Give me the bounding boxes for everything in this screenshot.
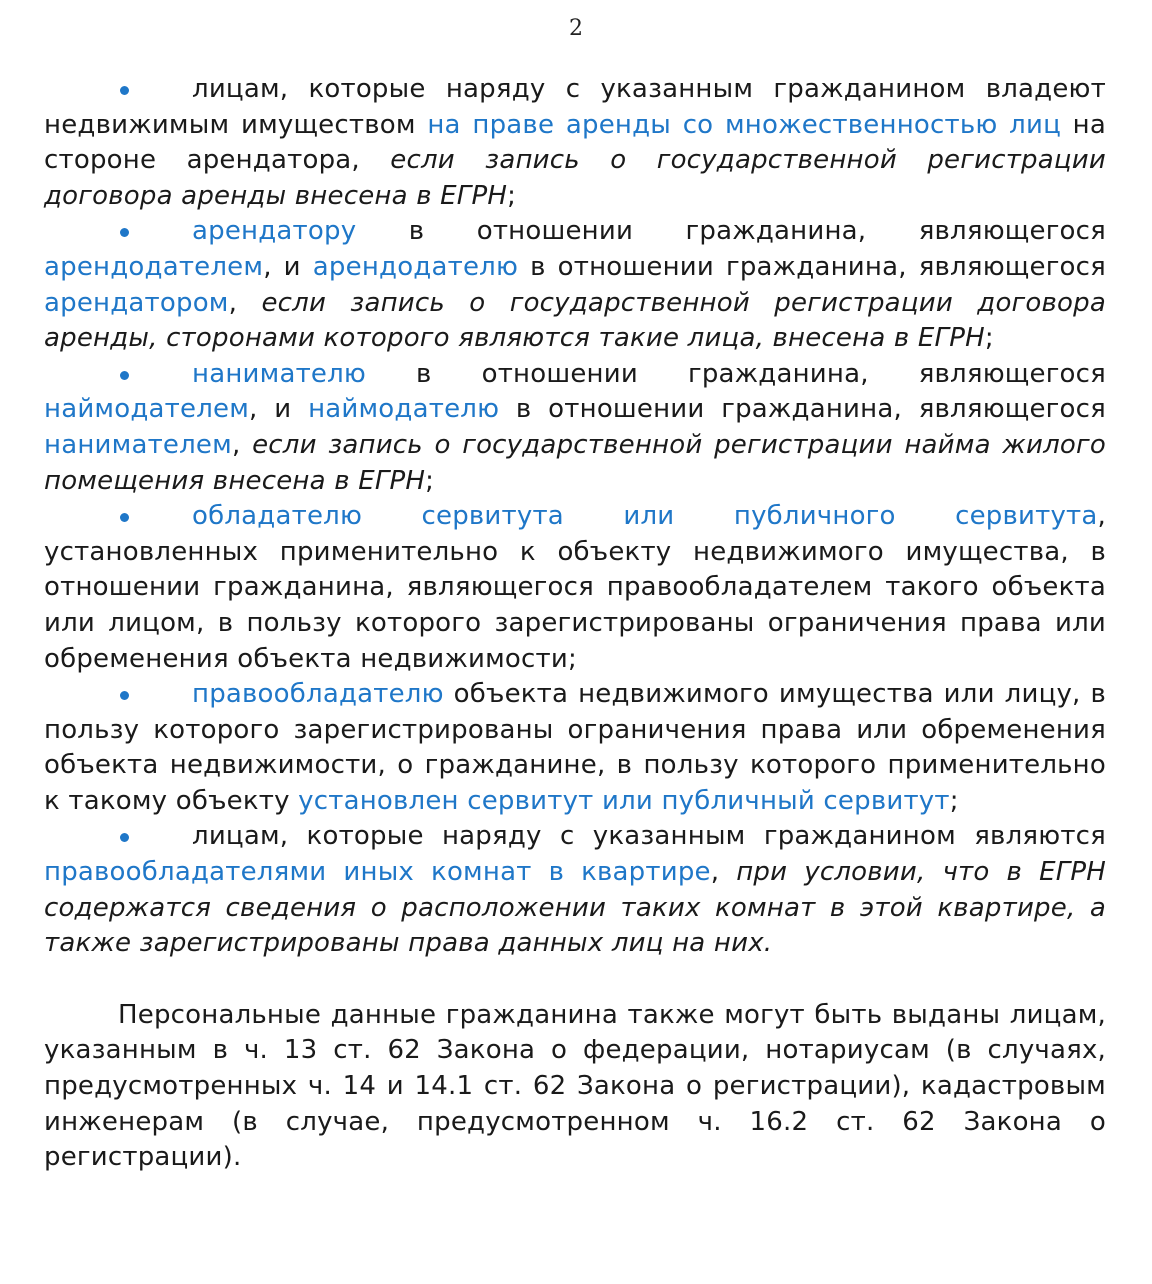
bullet-list [44, 72, 1106, 962]
bullet-seg: ; [949, 785, 959, 816]
highlight-term: наймодателю [308, 394, 500, 425]
bullet-seg: ; [507, 180, 517, 211]
bullet-seg: , [228, 287, 262, 318]
italic-condition: при условии, что в ЕГРН содержатся сведения о расположении таких комнат в этой квартире, а также зарегистрированы права данных лиц на них. [44, 857, 1107, 959]
bullet-dot-icon [120, 371, 129, 380]
highlight-term: наймодателем [44, 394, 250, 425]
highlight-term: правообладателю [192, 679, 444, 710]
bullet-seg: в отношении гражданина, являющегося [366, 358, 1106, 389]
highlight-term: правообладателями иных комнат в квартире [44, 857, 711, 888]
highlight-term: обладателю сервитута или публичного сервитута [192, 501, 1098, 532]
italic-condition: если запись о государственной регистрации договора аренды внесена в ЕГРН [44, 145, 1106, 211]
italic-condition: если запись о государственной регистрации договора аренды, сторонами которого являются такие лица, внесена в ЕГРН [44, 287, 1106, 354]
highlight-term: арендодателем [44, 251, 264, 282]
bullet-dot-icon [120, 833, 129, 842]
bullet-seg: , и [249, 394, 309, 425]
bullet-seg: в отношении гражданина, являющегося [499, 394, 1106, 425]
bullet-dot-icon [120, 86, 129, 95]
bullet-seg: , установленных применительно к объекту недвижимого имущества, в отношении гражданина, являющегося правообладателем такого объекта или лицом, в пользу которого зарегистрированы ограничения права или обременения объекта недвижимости; [44, 501, 1106, 674]
highlight-term: нанимателю [192, 358, 367, 389]
highlight-term: арендатору [192, 216, 357, 247]
bullet-seg: лицам, которые наряду с указанным гражданином владеют недвижимым имуществом [44, 74, 1106, 140]
highlight-term: установлен сервитут или публичный сервитут [298, 785, 950, 816]
bullet-item [44, 72, 1106, 214]
highlight-term: на праве аренды со множественностью лиц [427, 109, 1061, 140]
highlight-term: арендатором [44, 287, 229, 318]
highlight-term: арендодателю [312, 251, 519, 282]
document-body [44, 72, 1106, 1176]
bullet-seg: в отношении гражданина, являющегося [356, 216, 1106, 247]
bullet-seg: , и [263, 251, 313, 282]
bullet-dot-icon [120, 691, 129, 700]
bullet-dot-icon [120, 513, 129, 522]
highlight-term: нанимателем [44, 429, 232, 460]
bullet-item [44, 499, 1106, 677]
bullet-seg: , [710, 857, 737, 888]
bullet-seg: лицам, которые наряду с указанным гражданином являются [192, 821, 1106, 852]
page-number: 2 [569, 16, 583, 41]
closing-paragraph: Персональные данные гражданина также могут быть выданы лицам, указанным в ч. 13 ст. 62 Закона о федерации, нотариусам (в случаях, предусмотренных ч. 14 и 14.1 ст. 62 Закона о регистрации), кадастровым инженерам (в случае, предусмотренном ч. 16.2 ст. 62 Закона о регистрации). [44, 999, 1106, 1173]
bullet-seg: объекта недвижимого имущества или лицу, в пользу которого зарегистрированы ограничения права или обременения объекта недвижимости, о гражданине, в пользу которого применительно к такому объекту [44, 679, 1106, 816]
bullet-seg: на стороне арендатора, [44, 109, 1107, 176]
bullet-seg: ; [425, 465, 435, 496]
bullet-seg: , [231, 429, 253, 460]
bullet-item [44, 357, 1106, 499]
bullet-dot-icon [120, 228, 129, 237]
bullet-seg: ; [984, 323, 994, 354]
bullet-item [44, 214, 1106, 356]
bullet-item [44, 677, 1106, 819]
italic-condition: если запись о государственной регистрации найма жилого помещения внесена в ЕГРН [44, 429, 1106, 496]
bullet-seg: в отношении гражданина, являющегося [518, 251, 1106, 282]
bullet-item [44, 819, 1106, 961]
